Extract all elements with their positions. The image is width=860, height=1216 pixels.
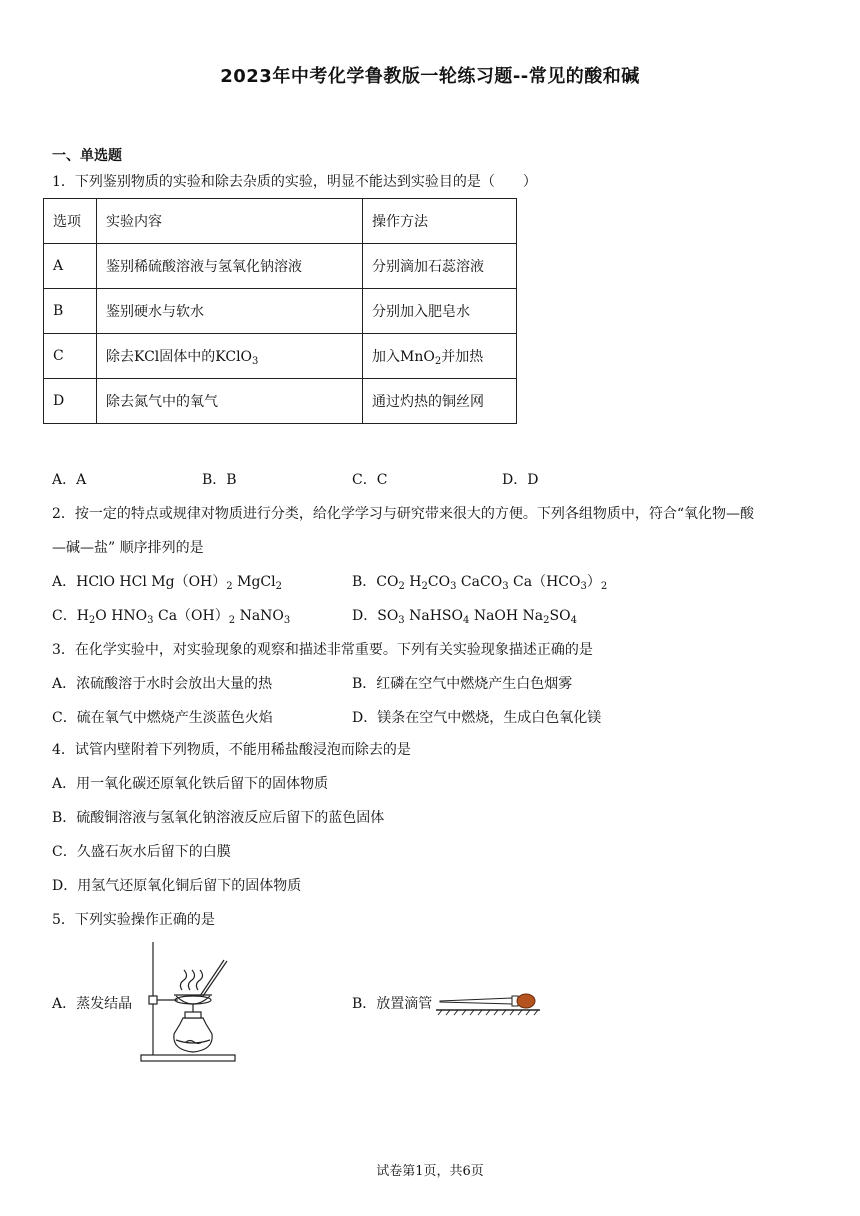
table-cell: B <box>44 289 97 334</box>
table-cell: 通过灼热的铜丝网 <box>363 379 517 424</box>
q3-option-b: B．红磷在空气中燃烧产生白色烟雾 <box>352 676 573 692</box>
q3-option-a: A．浓硫酸溶于水时会放出大量的热 <box>52 676 273 692</box>
evaporation-apparatus-icon <box>138 938 238 1064</box>
table-row <box>44 289 517 334</box>
q2-option-d <box>352 606 577 626</box>
subscript: 3 <box>398 615 405 626</box>
q4-option-a: A．用一氧化碳还原氧化铁后留下的固体物质 <box>52 776 329 792</box>
subscript: 3 <box>502 581 509 592</box>
subscript: 3 <box>252 356 259 367</box>
formula-text: A．HClO HCl Mg（OH） <box>52 574 227 590</box>
q5-option-a: A．蒸发结晶 <box>52 996 133 1012</box>
subscript: 2 <box>398 581 405 592</box>
table-cell <box>97 334 363 379</box>
table-header-cell: 操作方法 <box>363 199 517 244</box>
q3-stem: 3．在化学实验中，对实验现象的观察和描述非常重要。下列有关实验现象描述正确的是 <box>52 642 593 658</box>
q2-option-a <box>52 572 282 592</box>
formula-text: NaHSO <box>404 608 463 624</box>
formula-text: MgCl <box>232 574 276 590</box>
table-header-cell: 实验内容 <box>97 199 363 244</box>
page-title: 2023年中考化学鲁教版一轮练习题--常见的酸和碱 <box>220 66 640 87</box>
table-cell: A <box>44 244 97 289</box>
q2-option-c <box>52 606 290 626</box>
subscript: 2 <box>226 581 233 592</box>
q3-option-c: C．硫在氧气中燃烧产生淡蓝色火焰 <box>52 710 273 726</box>
subscript: 2 <box>543 615 550 626</box>
subscript: 2 <box>434 356 442 367</box>
formula-text: SO <box>549 608 571 624</box>
table-header-row <box>44 199 517 244</box>
q4-stem: 4．试管内壁附着下列物质，不能用稀盐酸浸泡而除去的是 <box>52 742 411 758</box>
formula-text: D．SO <box>352 608 399 624</box>
formula-text: CaCO <box>456 574 503 590</box>
table-cell: 除去氮气中的氧气 <box>97 379 363 424</box>
formula-text: C．H <box>52 608 89 624</box>
formula-text: ） <box>586 574 601 590</box>
table-cell: D <box>44 379 97 424</box>
table-row <box>44 244 517 289</box>
q1-stem: 1．下列鉴别物质的实验和除去杂质的实验，明显不能达到实验目的是（ ） <box>52 174 537 190</box>
table-cell <box>363 334 517 379</box>
q4-option-c: C．久盛石灰水后留下的白膜 <box>52 844 231 860</box>
table-cell: 分别加入肥皂水 <box>363 289 517 334</box>
q2-stem-line1: 2．按一定的特点或规律对物质进行分类，给化学学习与研究带来很大的方便。下列各组物质中，符合“氧化物—酸 <box>52 506 755 522</box>
q1-option-b: B．B <box>202 472 237 488</box>
page-footer: 试卷第1页，共6页 <box>376 1164 484 1179</box>
formula-text: 加入MnO <box>372 349 435 365</box>
formula-text: 除去KCl固体中的KClO <box>106 349 253 365</box>
formula-text: 并加热 <box>441 349 484 365</box>
formula-text: H <box>404 574 422 590</box>
formula-text: NaNO <box>235 608 284 624</box>
subscript: 3 <box>450 581 457 592</box>
subscript: 2 <box>275 581 282 592</box>
table-row <box>44 334 517 379</box>
subscript: 4 <box>570 615 577 626</box>
subscript: 3 <box>147 615 154 626</box>
subscript: 2 <box>88 615 96 626</box>
q3-option-d: D．镁条在空气中燃烧，生成白色氧化镁 <box>352 710 602 726</box>
table-cell: 鉴别硬水与软水 <box>97 289 363 334</box>
q5-stem: 5．下列实验操作正确的是 <box>52 912 215 928</box>
q1-option-c: C．C <box>352 472 388 488</box>
q2-option-b <box>352 572 607 592</box>
subscript: 2 <box>600 581 608 592</box>
formula-text: CO <box>427 574 451 590</box>
section-heading: 一、单选题 <box>52 148 122 164</box>
table-cell: 分别滴加石蕊溶液 <box>363 244 517 289</box>
formula-text: NaOH Na <box>469 608 544 624</box>
formula-text: O HNO <box>95 608 148 624</box>
table-cell: 鉴别稀硫酸溶液与氢氧化钠溶液 <box>97 244 363 289</box>
dropper-on-table-icon <box>436 990 540 1016</box>
formula-text: Ca（OH） <box>153 608 229 624</box>
table-cell: C <box>44 334 97 379</box>
subscript: 4 <box>463 615 470 626</box>
formula-text: B．CO <box>352 574 399 590</box>
subscript: 2 <box>421 581 428 592</box>
q4-option-d: D．用氢气还原氧化铜后留下的固体物质 <box>52 878 302 894</box>
subscript: 3 <box>283 615 291 626</box>
q5-option-b: B．放置滴管 <box>352 996 433 1012</box>
q1-option-a: A．A <box>52 472 87 488</box>
q4-option-b: B．硫酸铜溶液与氢氧化钠溶液反应后留下的蓝色固体 <box>52 810 385 826</box>
subscript: 3 <box>580 581 587 592</box>
q1-option-d: D．D <box>502 472 539 488</box>
formula-text: Ca（HCO <box>508 574 581 590</box>
q1-table <box>43 198 517 424</box>
q2-stem-line2: —碱—盐” 顺序排列的是 <box>52 540 204 556</box>
subscript: 2 <box>228 615 236 626</box>
table-row <box>44 379 517 424</box>
table-header-cell: 选项 <box>44 199 97 244</box>
